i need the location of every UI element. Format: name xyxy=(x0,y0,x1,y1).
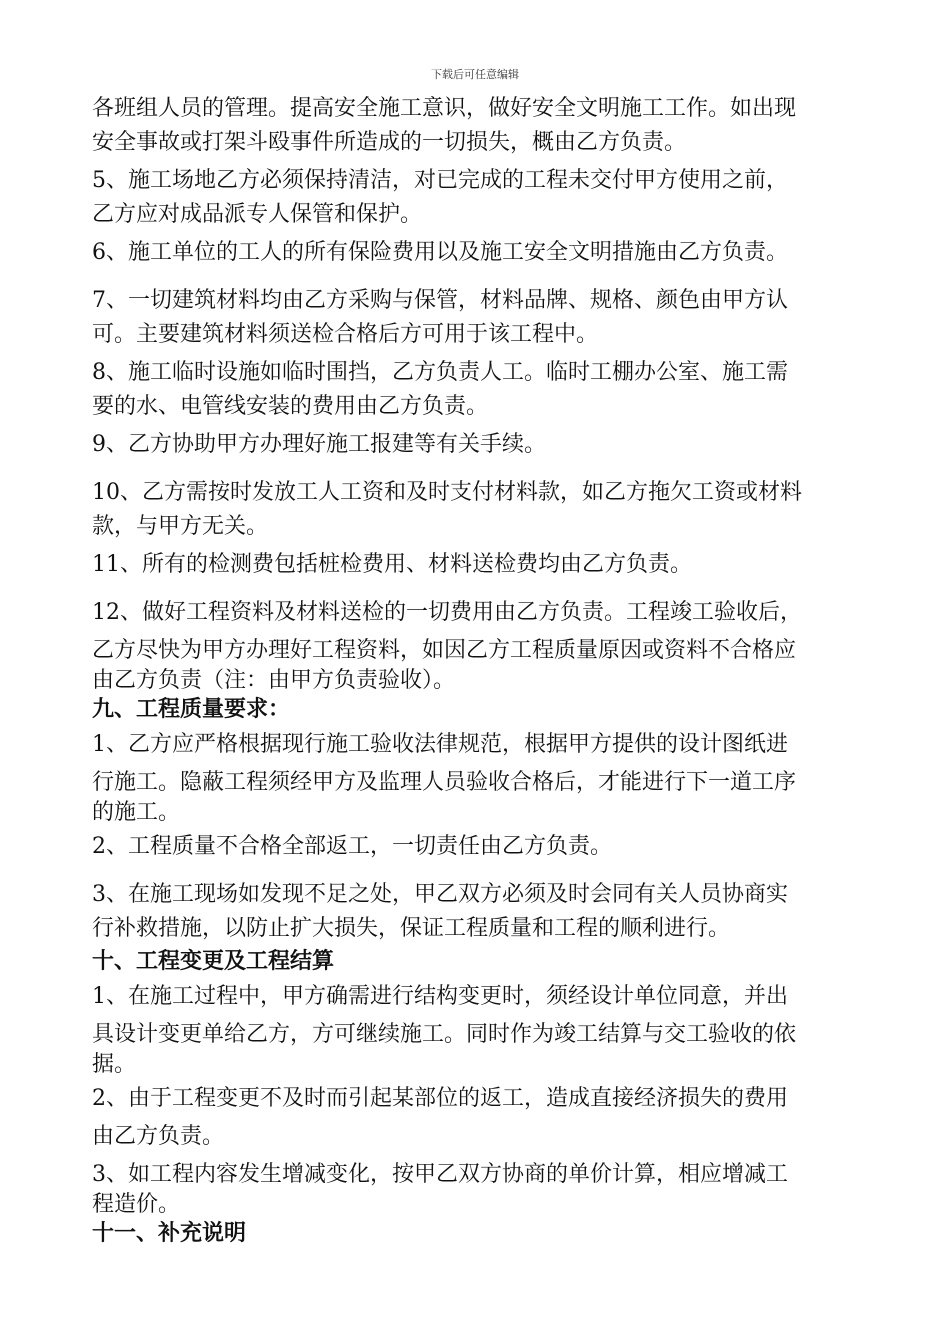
text-line: 8、施工临时设施如临时围挡，乙方负责人工。临时工棚办公室、施工需 xyxy=(92,360,788,385)
text-line: 可。主要建筑材料须送检合格后方可用于该工程中。 xyxy=(92,322,599,347)
text-line: 具设计变更单给乙方，方可继续施工。同时作为竣工结算与交工验收的依 xyxy=(92,1022,797,1047)
text-line: 行补救措施，以防止扩大损失，保证工程质量和工程的顺利进行。 xyxy=(92,916,731,941)
text-line: 程造价。 xyxy=(92,1192,181,1217)
page-header: 下载后可任意编辑 xyxy=(431,68,519,81)
text-line: 据。 xyxy=(92,1052,137,1077)
text-line: 2、工程质量不合格全部返工，一切责任由乙方负责。 xyxy=(92,834,612,859)
text-line: 1、乙方应严格根据现行施工验收法律规范，根据甲方提供的设计图纸进 xyxy=(92,732,788,757)
text-line: 11、所有的检测费包括桩检费用、材料送检费均由乙方负责。 xyxy=(92,552,692,577)
text-line: 乙方尽快为甲方办理好工程资料，如因乙方工程质量原因或资料不合格应 xyxy=(92,638,797,663)
section-heading: 十、工程变更及工程结算 xyxy=(92,948,335,974)
text-line: 2、由于工程变更不及时而引起某部位的返工，造成直接经济损失的费用 xyxy=(92,1086,788,1111)
text-line: 12、做好工程资料及材料送检的一切费用由乙方负责。工程竣工验收后， xyxy=(92,600,802,625)
text-line: 由乙方负责。 xyxy=(92,1124,225,1149)
text-line: 由乙方负责（注：由甲方负责验收）。 xyxy=(92,668,456,693)
text-line: 要的水、电管线安装的费用由乙方负责。 xyxy=(92,394,489,419)
text-line: 行施工。隐蔽工程须经甲方及监理人员验收合格后，才能进行下一道工序 xyxy=(92,770,797,795)
text-line: 9、乙方协助甲方办理好施工报建等有关手续。 xyxy=(92,432,546,457)
text-line: 1、在施工过程中，甲方确需进行结构变更时，须经设计单位同意，并出 xyxy=(92,984,788,1009)
text-line: 3、如工程内容发生增减变化，按甲乙双方协商的单价计算，相应增减工 xyxy=(92,1162,788,1187)
text-line: 7、一切建筑材料均由乙方采购与保管，材料品牌、规格、颜色由甲方认 xyxy=(92,288,788,313)
section-heading: 九、工程质量要求： xyxy=(92,696,291,722)
section-heading: 十一、补充说明 xyxy=(92,1220,247,1246)
text-line: 安全事故或打架斗殴事件所造成的一切损失，概由乙方负责。 xyxy=(92,130,687,155)
text-line: 各班组人员的管理。提高安全施工意识，做好安全文明施工工作。如出现 xyxy=(92,96,797,121)
document-body xyxy=(92,92,867,1248)
text-line: 6、施工单位的工人的所有保险费用以及施工安全文明措施由乙方负责。 xyxy=(92,240,788,265)
text-line: 款，与甲方无关。 xyxy=(92,514,269,539)
text-line: 的施工。 xyxy=(92,800,181,825)
text-line: 10、乙方需按时发放工人工资和及时支付材料款，如乙方拖欠工资或材料 xyxy=(92,480,802,505)
text-line: 乙方应对成品派专人保管和保护。 xyxy=(92,202,423,227)
text-line: 5、施工场地乙方必须保持清洁，对已完成的工程未交付甲方使用之前， xyxy=(92,168,788,193)
text-line: 3、在施工现场如发现不足之处，甲乙双方必须及时会同有关人员协商实 xyxy=(92,882,788,907)
